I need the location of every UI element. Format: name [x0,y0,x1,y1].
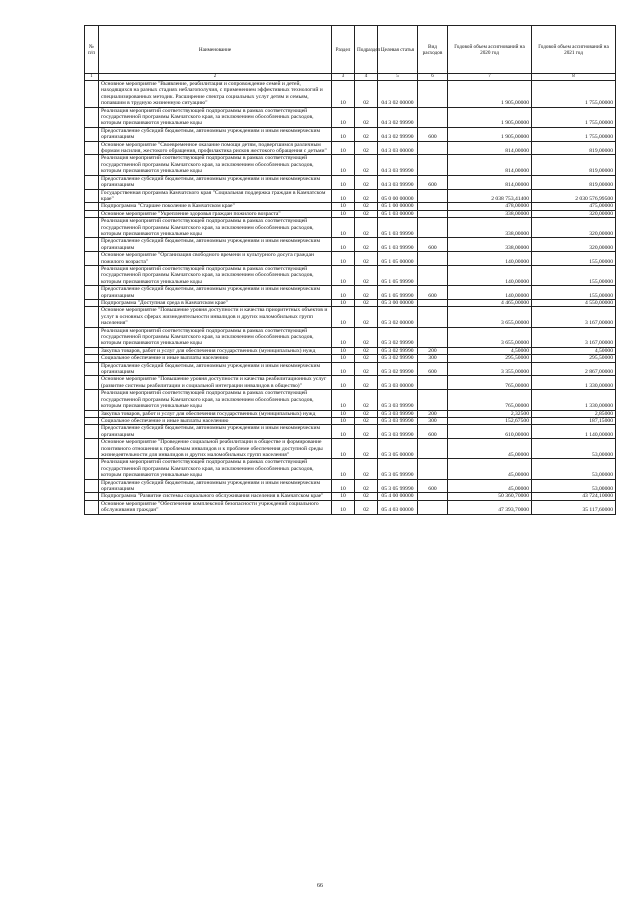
header-amount-2020: Годовой объем ассигнований на 2020 год [448,26,532,74]
amount-2020-cell: 45,00000 [448,439,532,459]
target-article-cell: 05 4 00 00000 [378,493,418,500]
amount-2021-cell: 819,00000 [532,141,616,155]
amount-2021-cell: 4 550,00000 [532,300,616,307]
row-number-cell [85,107,99,127]
razdel-cell: 10 [332,479,355,493]
row-number-cell [85,376,99,390]
amount-2021-cell: 53,00000 [532,459,616,479]
item-name-cell: Предоставление субсидий бюджетным, автономным учреждениям и иным некоммерческим организациям [99,286,332,300]
item-name-cell: Основное мероприятие "Укрепление здоровья граждан пожилого возраста" [99,210,332,217]
header-amount-2021: Годовой объем ассигнований на 2021 год [532,26,616,74]
podrazdel-cell: 02 [355,141,378,155]
amount-2021-cell: 1 330,00000 [532,376,616,390]
column-index: 5 [378,74,418,81]
item-name-cell: Предоставление субсидий бюджетным, автономным учреждениям и иным некоммерческим организациям [99,479,332,493]
row-number-cell [85,141,99,155]
table-row [85,425,616,439]
column-index: 8 [532,74,616,81]
table-row [85,175,616,189]
table-row [85,327,616,347]
podrazdel-cell: 02 [355,459,378,479]
razdel-cell: 10 [332,189,355,203]
row-number-cell [85,425,99,439]
item-name-cell: Закупка товаров, работ и услуг для обеспечения государственных (муниципальных) нужд [99,410,332,417]
podrazdel-cell: 02 [355,252,378,266]
expense-type-cell [418,459,448,479]
amount-2021-cell: 35 117,60000 [532,500,616,514]
podrazdel-cell: 02 [355,493,378,500]
amount-2021-cell: 3 167,00000 [532,327,616,347]
row-number-cell [85,203,99,210]
amount-2021-cell: 155,00000 [532,265,616,285]
razdel-cell: 10 [332,265,355,285]
target-article-cell: 04 3 02 99990 [378,107,418,127]
target-article-cell: 05 1 05 99990 [378,286,418,300]
razdel-cell: 10 [332,141,355,155]
expense-type-cell: 600 [418,175,448,189]
row-number-cell [85,327,99,347]
razdel-cell: 10 [332,362,355,376]
target-article-cell: 05 1 05 99990 [378,265,418,285]
target-article-cell: 05 3 02 00000 [378,307,418,327]
expense-type-cell [418,376,448,390]
column-index: 7 [448,74,532,81]
amount-2021-cell: 187,15000 [532,417,616,424]
table-row [85,141,616,155]
expense-type-cell [418,265,448,285]
header-expense-type: Вид расходов [418,26,448,74]
row-number-cell [85,286,99,300]
razdel-cell: 10 [332,81,355,108]
expense-type-cell [418,327,448,347]
budget-document [84,25,615,515]
table-row [85,81,616,108]
expense-type-cell [418,81,448,108]
row-number-cell [85,347,99,354]
table-row [85,307,616,327]
expense-type-cell [418,439,448,459]
razdel-cell: 10 [332,203,355,210]
amount-2020-cell: 1 905,00000 [448,127,532,141]
row-number-cell [85,175,99,189]
expense-type-cell [418,307,448,327]
row-number-cell [85,459,99,479]
table-row [85,410,616,417]
amount-2021-cell: 295,50000 [532,355,616,362]
podrazdel-cell: 02 [355,327,378,347]
amount-2021-cell: 320,00000 [532,238,616,252]
amount-2021-cell: 43 724,10000 [532,493,616,500]
row-number-cell [85,238,99,252]
amount-2020-cell: 1 905,00000 [448,81,532,108]
header-number: № п/п [85,26,99,74]
item-name-cell: Предоставление субсидий бюджетным, автономным учреждениям и иным некоммерческим организациям [99,362,332,376]
table-row [85,500,616,514]
amount-2020-cell: 140,00000 [448,252,532,266]
amount-2021-cell: 819,00000 [532,175,616,189]
row-number-cell [85,439,99,459]
razdel-cell: 10 [332,425,355,439]
expense-type-cell [418,203,448,210]
amount-2020-cell: 765,00000 [448,390,532,410]
item-name-cell: Основное мероприятие "Повышение уровня доступности и качества реабилитационных услуг (развитие системы реабилитации и социальной интеграции инвалидов в общество)" [99,376,332,390]
podrazdel-cell: 02 [355,300,378,307]
amount-2021-cell: 53,00000 [532,439,616,459]
column-index-row [85,74,616,81]
podrazdel-cell: 02 [355,355,378,362]
amount-2020-cell: 338,00000 [448,210,532,217]
target-article-cell: 05 3 05 99990 [378,459,418,479]
header-podrazdel: Подраздел [355,26,378,74]
razdel-cell: 10 [332,459,355,479]
podrazdel-cell: 02 [355,155,378,175]
amount-2020-cell: 338,00000 [448,218,532,238]
amount-2020-cell: 4,50000 [448,347,532,354]
row-number-cell [85,218,99,238]
table-body [85,81,616,515]
razdel-cell: 10 [332,286,355,300]
target-article-cell: 05 3 03 99990 [378,425,418,439]
amount-2021-cell: 320,00000 [532,210,616,217]
column-index: 4 [355,74,378,81]
razdel-cell: 10 [332,355,355,362]
item-name-cell: Подпрограмма "Старшее поколение в Камчатском крае" [99,203,332,210]
podrazdel-cell: 02 [355,500,378,514]
amount-2020-cell: 1 905,00000 [448,107,532,127]
razdel-cell: 10 [332,307,355,327]
item-name-cell: Реализация мероприятий соответствующей подпрограммы в рамках соответствующей государственной программы Камчатского края, за исключением обособленных расходов, которым присваиваются уникальные коды [99,459,332,479]
row-number-cell [85,81,99,108]
row-number-cell [85,417,99,424]
target-article-cell: 04 3 03 99990 [378,175,418,189]
razdel-cell: 10 [332,175,355,189]
table-row [85,300,616,307]
target-article-cell: 05 3 05 00000 [378,439,418,459]
podrazdel-cell: 02 [355,107,378,127]
amount-2020-cell: 4 465,00000 [448,300,532,307]
amount-2021-cell: 1 140,00000 [532,425,616,439]
header-name: Наименование [99,26,332,74]
expense-type-cell: 600 [418,127,448,141]
row-number-cell [85,500,99,514]
razdel-cell: 10 [332,493,355,500]
expense-type-cell [418,189,448,203]
amount-2021-cell: 155,00000 [532,252,616,266]
amount-2021-cell: 2 867,00000 [532,362,616,376]
razdel-cell: 10 [332,238,355,252]
razdel-cell: 10 [332,376,355,390]
expense-type-cell [418,107,448,127]
target-article-cell: 05 3 03 99990 [378,410,418,417]
target-article-cell: 05 1 00 00000 [378,203,418,210]
item-name-cell: Предоставление субсидий бюджетным, автономным учреждениям и иным некоммерческим организациям [99,425,332,439]
row-number-cell [85,127,99,141]
item-name-cell: Предоставление субсидий бюджетным, автономным учреждениям и иным некоммерческим организациям [99,127,332,141]
podrazdel-cell: 02 [355,362,378,376]
row-number-cell [85,265,99,285]
target-article-cell: 05 3 02 99990 [378,327,418,347]
table-row [85,265,616,285]
item-name-cell: Реализация мероприятий соответствующей подпрограммы в рамках соответствующей государственной программы Камчатского края, за исключением обособленных расходов, которым присваиваются уникальные коды [99,218,332,238]
row-number-cell [85,362,99,376]
amount-2021-cell: 2 030 576,99500 [532,189,616,203]
amount-2020-cell: 610,00000 [448,425,532,439]
expense-type-cell: 300 [418,417,448,424]
target-article-cell: 05 1 03 00000 [378,210,418,217]
expense-type-cell [418,218,448,238]
table-row [85,362,616,376]
target-article-cell: 05 3 03 00000 [378,376,418,390]
podrazdel-cell: 02 [355,238,378,252]
budget-table [84,25,616,515]
razdel-cell: 10 [332,410,355,417]
item-name-cell: Предоставление субсидий бюджетным, автономным учреждениям и иным некоммерческим организациям [99,175,332,189]
razdel-cell: 10 [332,500,355,514]
amount-2020-cell: 814,00000 [448,155,532,175]
razdel-cell: 10 [332,417,355,424]
expense-type-cell [418,390,448,410]
expense-type-cell [418,210,448,217]
amount-2021-cell: 475,00000 [532,203,616,210]
amount-2021-cell: 2,85000 [532,410,616,417]
amount-2021-cell: 1 755,00000 [532,127,616,141]
table-row [85,459,616,479]
row-number-cell [85,210,99,217]
item-name-cell: Социальное обеспечение и иные выплаты населению [99,417,332,424]
razdel-cell: 10 [332,155,355,175]
expense-type-cell: 300 [418,355,448,362]
razdel-cell: 10 [332,390,355,410]
header-razdel: Раздел [332,26,355,74]
target-article-cell: 05 4 03 00000 [378,500,418,514]
expense-type-cell: 600 [418,362,448,376]
amount-2021-cell: 1 330,00000 [532,390,616,410]
amount-2020-cell: 140,00000 [448,286,532,300]
table-row [85,417,616,424]
row-number-cell [85,479,99,493]
column-index: 3 [332,74,355,81]
row-number-cell [85,355,99,362]
razdel-cell: 10 [332,327,355,347]
expense-type-cell [418,493,448,500]
table-row [85,252,616,266]
podrazdel-cell: 02 [355,390,378,410]
row-number-cell [85,155,99,175]
table-row [85,355,616,362]
amount-2020-cell: 3 355,00000 [448,362,532,376]
target-article-cell: 05 3 05 99990 [378,479,418,493]
amount-2020-cell: 478,00000 [448,203,532,210]
table-row [85,155,616,175]
podrazdel-cell: 02 [355,175,378,189]
target-article-cell: 04 3 03 00000 [378,141,418,155]
razdel-cell: 10 [332,439,355,459]
expense-type-cell: 200 [418,410,448,417]
podrazdel-cell: 02 [355,479,378,493]
amount-2020-cell: 140,00000 [448,265,532,285]
amount-2021-cell: 1 755,00000 [532,81,616,108]
expense-type-cell [418,500,448,514]
amount-2020-cell: 47 393,70000 [448,500,532,514]
amount-2020-cell: 2,32500 [448,410,532,417]
item-name-cell: Основное мероприятие "Организация свободного времени и культурного досуга граждан пожилого возраста" [99,252,332,266]
row-number-cell [85,390,99,410]
podrazdel-cell: 02 [355,410,378,417]
table-row [85,347,616,354]
item-name-cell: Государственная программа Камчатского края "Социальная поддержка граждан в Камчатском крае" [99,189,332,203]
amount-2020-cell: 814,00000 [448,141,532,155]
amount-2021-cell: 155,00000 [532,286,616,300]
item-name-cell: Основное мероприятие "Обеспечение комплексной безопасности учреждений социального обслуживания граждан" [99,500,332,514]
row-number-cell [85,252,99,266]
row-number-cell [85,307,99,327]
table-row [85,218,616,238]
table-row [85,376,616,390]
target-article-cell: 05 3 02 99990 [378,355,418,362]
amount-2020-cell: 295,50000 [448,355,532,362]
podrazdel-cell: 02 [355,347,378,354]
column-index: 6 [418,74,448,81]
target-article-cell: 04 3 03 99990 [378,155,418,175]
target-article-cell: 05 3 00 00000 [378,300,418,307]
page-number: 66 [317,883,323,889]
amount-2020-cell: 45,00000 [448,459,532,479]
item-name-cell: Реализация мероприятий соответствующей подпрограммы в рамках соответствующей государственной программы Камчатского края, за исключением обособленных расходов, которым присваиваются уникальные коды [99,390,332,410]
podrazdel-cell: 02 [355,189,378,203]
expense-type-cell: 600 [418,425,448,439]
amount-2021-cell: 53,00000 [532,479,616,493]
razdel-cell: 10 [332,218,355,238]
podrazdel-cell: 02 [355,286,378,300]
amount-2020-cell: 338,00000 [448,238,532,252]
amount-2020-cell: 3 655,00000 [448,307,532,327]
target-article-cell: 05 3 02 99990 [378,362,418,376]
table-row [85,390,616,410]
target-article-cell: 05 0 00 00000 [378,189,418,203]
column-index: 2 [99,74,332,81]
table-row [85,479,616,493]
row-number-cell [85,493,99,500]
table-row [85,210,616,217]
item-name-cell: Реализация мероприятий соответствующей подпрограммы в рамках соответствующей государственной программы Камчатского края, за исключением обособленных расходов, которым присваиваются уникальные коды [99,155,332,175]
podrazdel-cell: 02 [355,307,378,327]
table-row [85,238,616,252]
expense-type-cell [418,155,448,175]
item-name-cell: Реализация мероприятий соответствующей подпрограммы в рамках соответствующей государственной программы Камчатского края, за исключением обособленных расходов, которым присваиваются уникальные коды [99,265,332,285]
target-article-cell: 04 3 02 99990 [378,127,418,141]
razdel-cell: 10 [332,300,355,307]
expense-type-cell [418,252,448,266]
podrazdel-cell: 02 [355,265,378,285]
table-row [85,493,616,500]
item-name-cell: Подпрограмма "Развитие системы социального обслуживания населения в Камчатском крае" [99,493,332,500]
table-row [85,439,616,459]
amount-2020-cell: 814,00000 [448,175,532,189]
amount-2020-cell: 2 038 753,41400 [448,189,532,203]
podrazdel-cell: 02 [355,203,378,210]
row-number-cell [85,410,99,417]
item-name-cell: Основное мероприятие "Проведение социальной реабилитации в обществе и формирование позитивного отношения к проблемам инвалидов и к проблеме обеспечения доступной среды жизнедеятельности для инвалидов и других маломобильных групп населения" [99,439,332,459]
row-number-cell [85,300,99,307]
target-article-cell: 05 1 03 99990 [378,218,418,238]
item-name-cell: Реализация мероприятий соответствующей подпрограммы в рамках соответствующей государственной программы Камчатского края, за исключением обособленных расходов, которым присваиваются уникальные коды [99,107,332,127]
table-row [85,286,616,300]
podrazdel-cell: 02 [355,218,378,238]
expense-type-cell: 600 [418,286,448,300]
podrazdel-cell: 02 [355,127,378,141]
item-name-cell: Подпрограмма "Доступная среда в Камчатском крае" [99,300,332,307]
razdel-cell: 10 [332,347,355,354]
item-name-cell: Социальное обеспечение и иные выплаты населению [99,355,332,362]
amount-2020-cell: 45,00000 [448,479,532,493]
header-target-article: Целевая статья [378,26,418,74]
podrazdel-cell: 02 [355,417,378,424]
amount-2020-cell: 765,00000 [448,376,532,390]
expense-type-cell [418,300,448,307]
column-index: 1 [85,74,99,81]
table-row [85,127,616,141]
item-name-cell: Основное мероприятие "Своевременное оказание помощи детям, подвергшимся различным формам насилия, жестокого обращения, профилактика рисков жестокого обращения с детьми" [99,141,332,155]
amount-2020-cell: 3 655,00000 [448,327,532,347]
table-row [85,107,616,127]
table-row [85,189,616,203]
target-article-cell: 05 3 03 99990 [378,417,418,424]
podrazdel-cell: 02 [355,81,378,108]
item-name-cell: Реализация мероприятий соответствующей подпрограммы в рамках соответствующей государственной программы Камчатского края, за исключением обособленных расходов, которым присваиваются уникальные коды [99,327,332,347]
podrazdel-cell: 02 [355,210,378,217]
amount-2021-cell: 320,00000 [532,218,616,238]
target-article-cell: 05 3 02 99990 [378,347,418,354]
razdel-cell: 10 [332,210,355,217]
amount-2021-cell: 1 755,00000 [532,107,616,127]
podrazdel-cell: 02 [355,439,378,459]
amount-2021-cell: 819,00000 [532,155,616,175]
target-article-cell: 05 1 03 99990 [378,238,418,252]
amount-2021-cell: 3 167,00000 [532,307,616,327]
row-number-cell [85,189,99,203]
razdel-cell: 10 [332,107,355,127]
item-name-cell: Основное мероприятие "Выявление, реабилитация и сопровождение семей и детей, находящихся на разных стадиях неблагополучия, с применением эффективных технологий и специализированных методик. Расширение спектра социальных услуг детям и семьям, попавшим в трудную жизненную ситуацию" [99,81,332,108]
podrazdel-cell: 02 [355,376,378,390]
expense-type-cell: 600 [418,238,448,252]
item-name-cell: Закупка товаров, работ и услуг для обеспечения государственных (муниципальных) нужд [99,347,332,354]
target-article-cell: 05 3 03 99990 [378,390,418,410]
expense-type-cell: 200 [418,347,448,354]
expense-type-cell [418,141,448,155]
expense-type-cell: 600 [418,479,448,493]
target-article-cell: 04 3 02 00000 [378,81,418,108]
amount-2020-cell: 50 360,70000 [448,493,532,500]
podrazdel-cell: 02 [355,425,378,439]
razdel-cell: 10 [332,127,355,141]
amount-2020-cell: 152,67500 [448,417,532,424]
amount-2021-cell: 4,50000 [532,347,616,354]
table-row [85,203,616,210]
target-article-cell: 05 1 05 00000 [378,252,418,266]
razdel-cell: 10 [332,252,355,266]
item-name-cell: Предоставление субсидий бюджетным, автономным учреждениям и иным некоммерческим организациям [99,238,332,252]
item-name-cell: Основное мероприятие "Повышение уровня доступности и качества приоритетных объектов и услуг в основных сферах жизнедеятельности инвалидов и других маломобильных групп населения" [99,307,332,327]
